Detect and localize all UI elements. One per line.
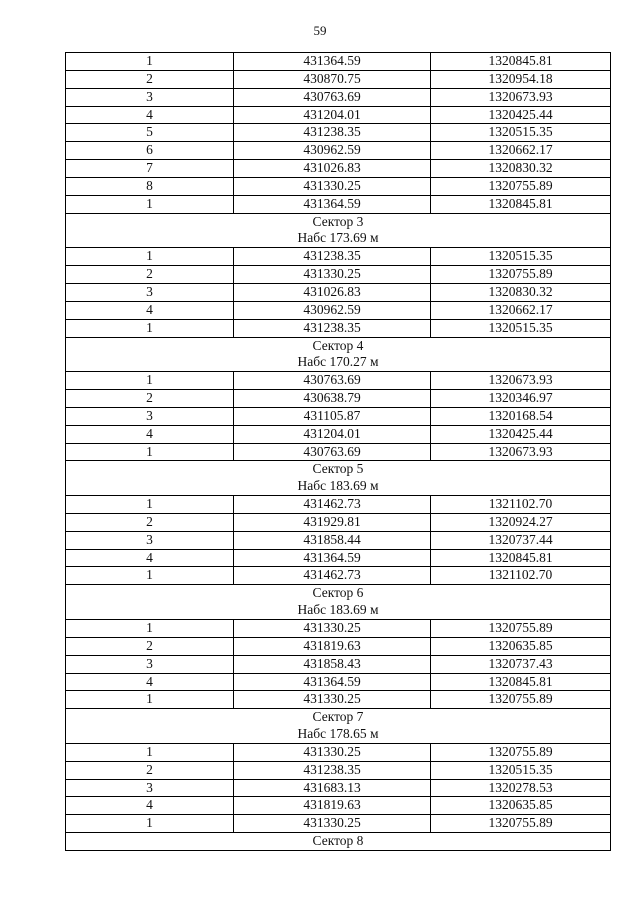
table-row xyxy=(66,372,611,390)
y-coordinate: 1320755.89 xyxy=(431,691,611,709)
table-row xyxy=(66,797,611,815)
point-number: 1 xyxy=(66,319,234,337)
x-coordinate: 431330.25 xyxy=(234,177,431,195)
y-coordinate: 1320954.18 xyxy=(431,70,611,88)
table-row xyxy=(66,248,611,266)
x-coordinate: 431330.25 xyxy=(234,743,431,761)
point-number: 2 xyxy=(66,390,234,408)
table-row xyxy=(66,531,611,549)
x-coordinate: 431105.87 xyxy=(234,407,431,425)
point-number: 1 xyxy=(66,620,234,638)
coordinates-table-body xyxy=(66,53,611,851)
table-row xyxy=(66,283,611,301)
sector-title-row xyxy=(66,585,611,602)
point-number: 8 xyxy=(66,177,234,195)
sector-title: Сектор 6 xyxy=(66,585,611,602)
x-coordinate: 430638.79 xyxy=(234,390,431,408)
point-number: 5 xyxy=(66,124,234,142)
x-coordinate: 431364.59 xyxy=(234,195,431,213)
x-coordinate: 431858.44 xyxy=(234,531,431,549)
x-coordinate: 431929.81 xyxy=(234,513,431,531)
point-number: 6 xyxy=(66,142,234,160)
x-coordinate: 431819.63 xyxy=(234,637,431,655)
x-coordinate: 431683.13 xyxy=(234,779,431,797)
table-row xyxy=(66,390,611,408)
point-number: 1 xyxy=(66,567,234,585)
x-coordinate: 431026.83 xyxy=(234,283,431,301)
point-number: 3 xyxy=(66,88,234,106)
y-coordinate: 1320515.35 xyxy=(431,761,611,779)
x-coordinate: 431819.63 xyxy=(234,797,431,815)
table-row xyxy=(66,407,611,425)
x-coordinate: 431204.01 xyxy=(234,106,431,124)
table-row xyxy=(66,70,611,88)
point-number: 4 xyxy=(66,549,234,567)
point-number: 2 xyxy=(66,513,234,531)
point-number: 4 xyxy=(66,797,234,815)
x-coordinate: 431364.59 xyxy=(234,549,431,567)
sector-elevation-row xyxy=(66,602,611,619)
x-coordinate: 430870.75 xyxy=(234,70,431,88)
sector-title: Сектор 7 xyxy=(66,709,611,726)
table-row xyxy=(66,177,611,195)
point-number: 1 xyxy=(66,743,234,761)
y-coordinate: 1321102.70 xyxy=(431,496,611,514)
point-number: 4 xyxy=(66,425,234,443)
sector-elevation: Набс 170.27 м xyxy=(66,354,611,371)
sector-elevation-row xyxy=(66,230,611,247)
table-row xyxy=(66,691,611,709)
sector-title-row xyxy=(66,213,611,230)
point-number: 3 xyxy=(66,779,234,797)
x-coordinate: 431204.01 xyxy=(234,425,431,443)
table-row xyxy=(66,142,611,160)
table-row xyxy=(66,53,611,71)
y-coordinate: 1320755.89 xyxy=(431,266,611,284)
sector-title: Сектор 3 xyxy=(66,213,611,230)
table-row xyxy=(66,815,611,833)
point-number: 3 xyxy=(66,531,234,549)
point-number: 1 xyxy=(66,443,234,461)
x-coordinate: 431238.35 xyxy=(234,124,431,142)
x-coordinate: 430763.69 xyxy=(234,443,431,461)
y-coordinate: 1320425.44 xyxy=(431,425,611,443)
y-coordinate: 1320168.54 xyxy=(431,407,611,425)
point-number: 1 xyxy=(66,248,234,266)
x-coordinate: 431238.35 xyxy=(234,319,431,337)
point-number: 4 xyxy=(66,301,234,319)
sector-title-row xyxy=(66,833,611,851)
x-coordinate: 431858.43 xyxy=(234,655,431,673)
point-number: 1 xyxy=(66,195,234,213)
table-row xyxy=(66,425,611,443)
table-row xyxy=(66,496,611,514)
y-coordinate: 1320830.32 xyxy=(431,283,611,301)
sector-elevation-row xyxy=(66,354,611,371)
table-row xyxy=(66,195,611,213)
point-number: 4 xyxy=(66,106,234,124)
sector-title-row xyxy=(66,461,611,478)
x-coordinate: 431364.59 xyxy=(234,673,431,691)
y-coordinate: 1320737.44 xyxy=(431,531,611,549)
x-coordinate: 430763.69 xyxy=(234,88,431,106)
sector-title: Сектор 4 xyxy=(66,337,611,354)
y-coordinate: 1320635.85 xyxy=(431,637,611,655)
y-coordinate: 1320673.93 xyxy=(431,88,611,106)
table-row xyxy=(66,549,611,567)
point-number: 3 xyxy=(66,655,234,673)
y-coordinate: 1321102.70 xyxy=(431,567,611,585)
x-coordinate: 430763.69 xyxy=(234,372,431,390)
table-row xyxy=(66,761,611,779)
point-number: 3 xyxy=(66,283,234,301)
y-coordinate: 1320845.81 xyxy=(431,53,611,71)
y-coordinate: 1320278.53 xyxy=(431,779,611,797)
point-number: 2 xyxy=(66,266,234,284)
sector-elevation-row xyxy=(66,726,611,743)
sector-title-row xyxy=(66,337,611,354)
y-coordinate: 1320737.43 xyxy=(431,655,611,673)
x-coordinate: 430962.59 xyxy=(234,142,431,160)
table-row xyxy=(66,443,611,461)
sector-elevation: Набс 183.69 м xyxy=(66,602,611,619)
point-number: 1 xyxy=(66,691,234,709)
y-coordinate: 1320845.81 xyxy=(431,549,611,567)
y-coordinate: 1320830.32 xyxy=(431,160,611,178)
point-number: 3 xyxy=(66,407,234,425)
table-row xyxy=(66,88,611,106)
x-coordinate: 431462.73 xyxy=(234,567,431,585)
x-coordinate: 431238.35 xyxy=(234,761,431,779)
point-number: 4 xyxy=(66,673,234,691)
x-coordinate: 431462.73 xyxy=(234,496,431,514)
sector-title: Сектор 8 xyxy=(66,833,611,851)
point-number: 2 xyxy=(66,761,234,779)
y-coordinate: 1320662.17 xyxy=(431,142,611,160)
y-coordinate: 1320425.44 xyxy=(431,106,611,124)
x-coordinate: 431330.25 xyxy=(234,266,431,284)
sector-elevation: Набс 183.69 м xyxy=(66,478,611,495)
point-number: 1 xyxy=(66,53,234,71)
table-row xyxy=(66,106,611,124)
x-coordinate: 431026.83 xyxy=(234,160,431,178)
y-coordinate: 1320662.17 xyxy=(431,301,611,319)
sector-elevation: Набс 173.69 м xyxy=(66,230,611,247)
y-coordinate: 1320673.93 xyxy=(431,372,611,390)
table-row xyxy=(66,567,611,585)
point-number: 2 xyxy=(66,637,234,655)
sector-title-row xyxy=(66,709,611,726)
y-coordinate: 1320755.89 xyxy=(431,177,611,195)
table-row xyxy=(66,779,611,797)
table-row xyxy=(66,673,611,691)
table-row xyxy=(66,160,611,178)
sector-elevation-row xyxy=(66,478,611,495)
table-row xyxy=(66,513,611,531)
table-row xyxy=(66,266,611,284)
page-number: 59 xyxy=(313,23,327,38)
table-row xyxy=(66,301,611,319)
sector-title: Сектор 5 xyxy=(66,461,611,478)
point-number: 1 xyxy=(66,496,234,514)
y-coordinate: 1320515.35 xyxy=(431,248,611,266)
y-coordinate: 1320755.89 xyxy=(431,815,611,833)
table-row xyxy=(66,743,611,761)
table-row xyxy=(66,637,611,655)
x-coordinate: 430962.59 xyxy=(234,301,431,319)
point-number: 1 xyxy=(66,815,234,833)
point-number: 1 xyxy=(66,372,234,390)
y-coordinate: 1320845.81 xyxy=(431,195,611,213)
table-row xyxy=(66,124,611,142)
y-coordinate: 1320346.97 xyxy=(431,390,611,408)
table-row xyxy=(66,655,611,673)
y-coordinate: 1320755.89 xyxy=(431,743,611,761)
x-coordinate: 431364.59 xyxy=(234,53,431,71)
y-coordinate: 1320845.81 xyxy=(431,673,611,691)
x-coordinate: 431330.25 xyxy=(234,815,431,833)
table-row xyxy=(66,620,611,638)
y-coordinate: 1320755.89 xyxy=(431,620,611,638)
point-number: 2 xyxy=(66,70,234,88)
y-coordinate: 1320673.93 xyxy=(431,443,611,461)
sector-elevation: Набс 178.65 м xyxy=(66,726,611,743)
y-coordinate: 1320635.85 xyxy=(431,797,611,815)
coordinates-table xyxy=(65,52,611,851)
y-coordinate: 1320515.35 xyxy=(431,319,611,337)
y-coordinate: 1320924.27 xyxy=(431,513,611,531)
y-coordinate: 1320515.35 xyxy=(431,124,611,142)
x-coordinate: 431238.35 xyxy=(234,248,431,266)
table-row xyxy=(66,319,611,337)
point-number: 7 xyxy=(66,160,234,178)
x-coordinate: 431330.25 xyxy=(234,691,431,709)
x-coordinate: 431330.25 xyxy=(234,620,431,638)
